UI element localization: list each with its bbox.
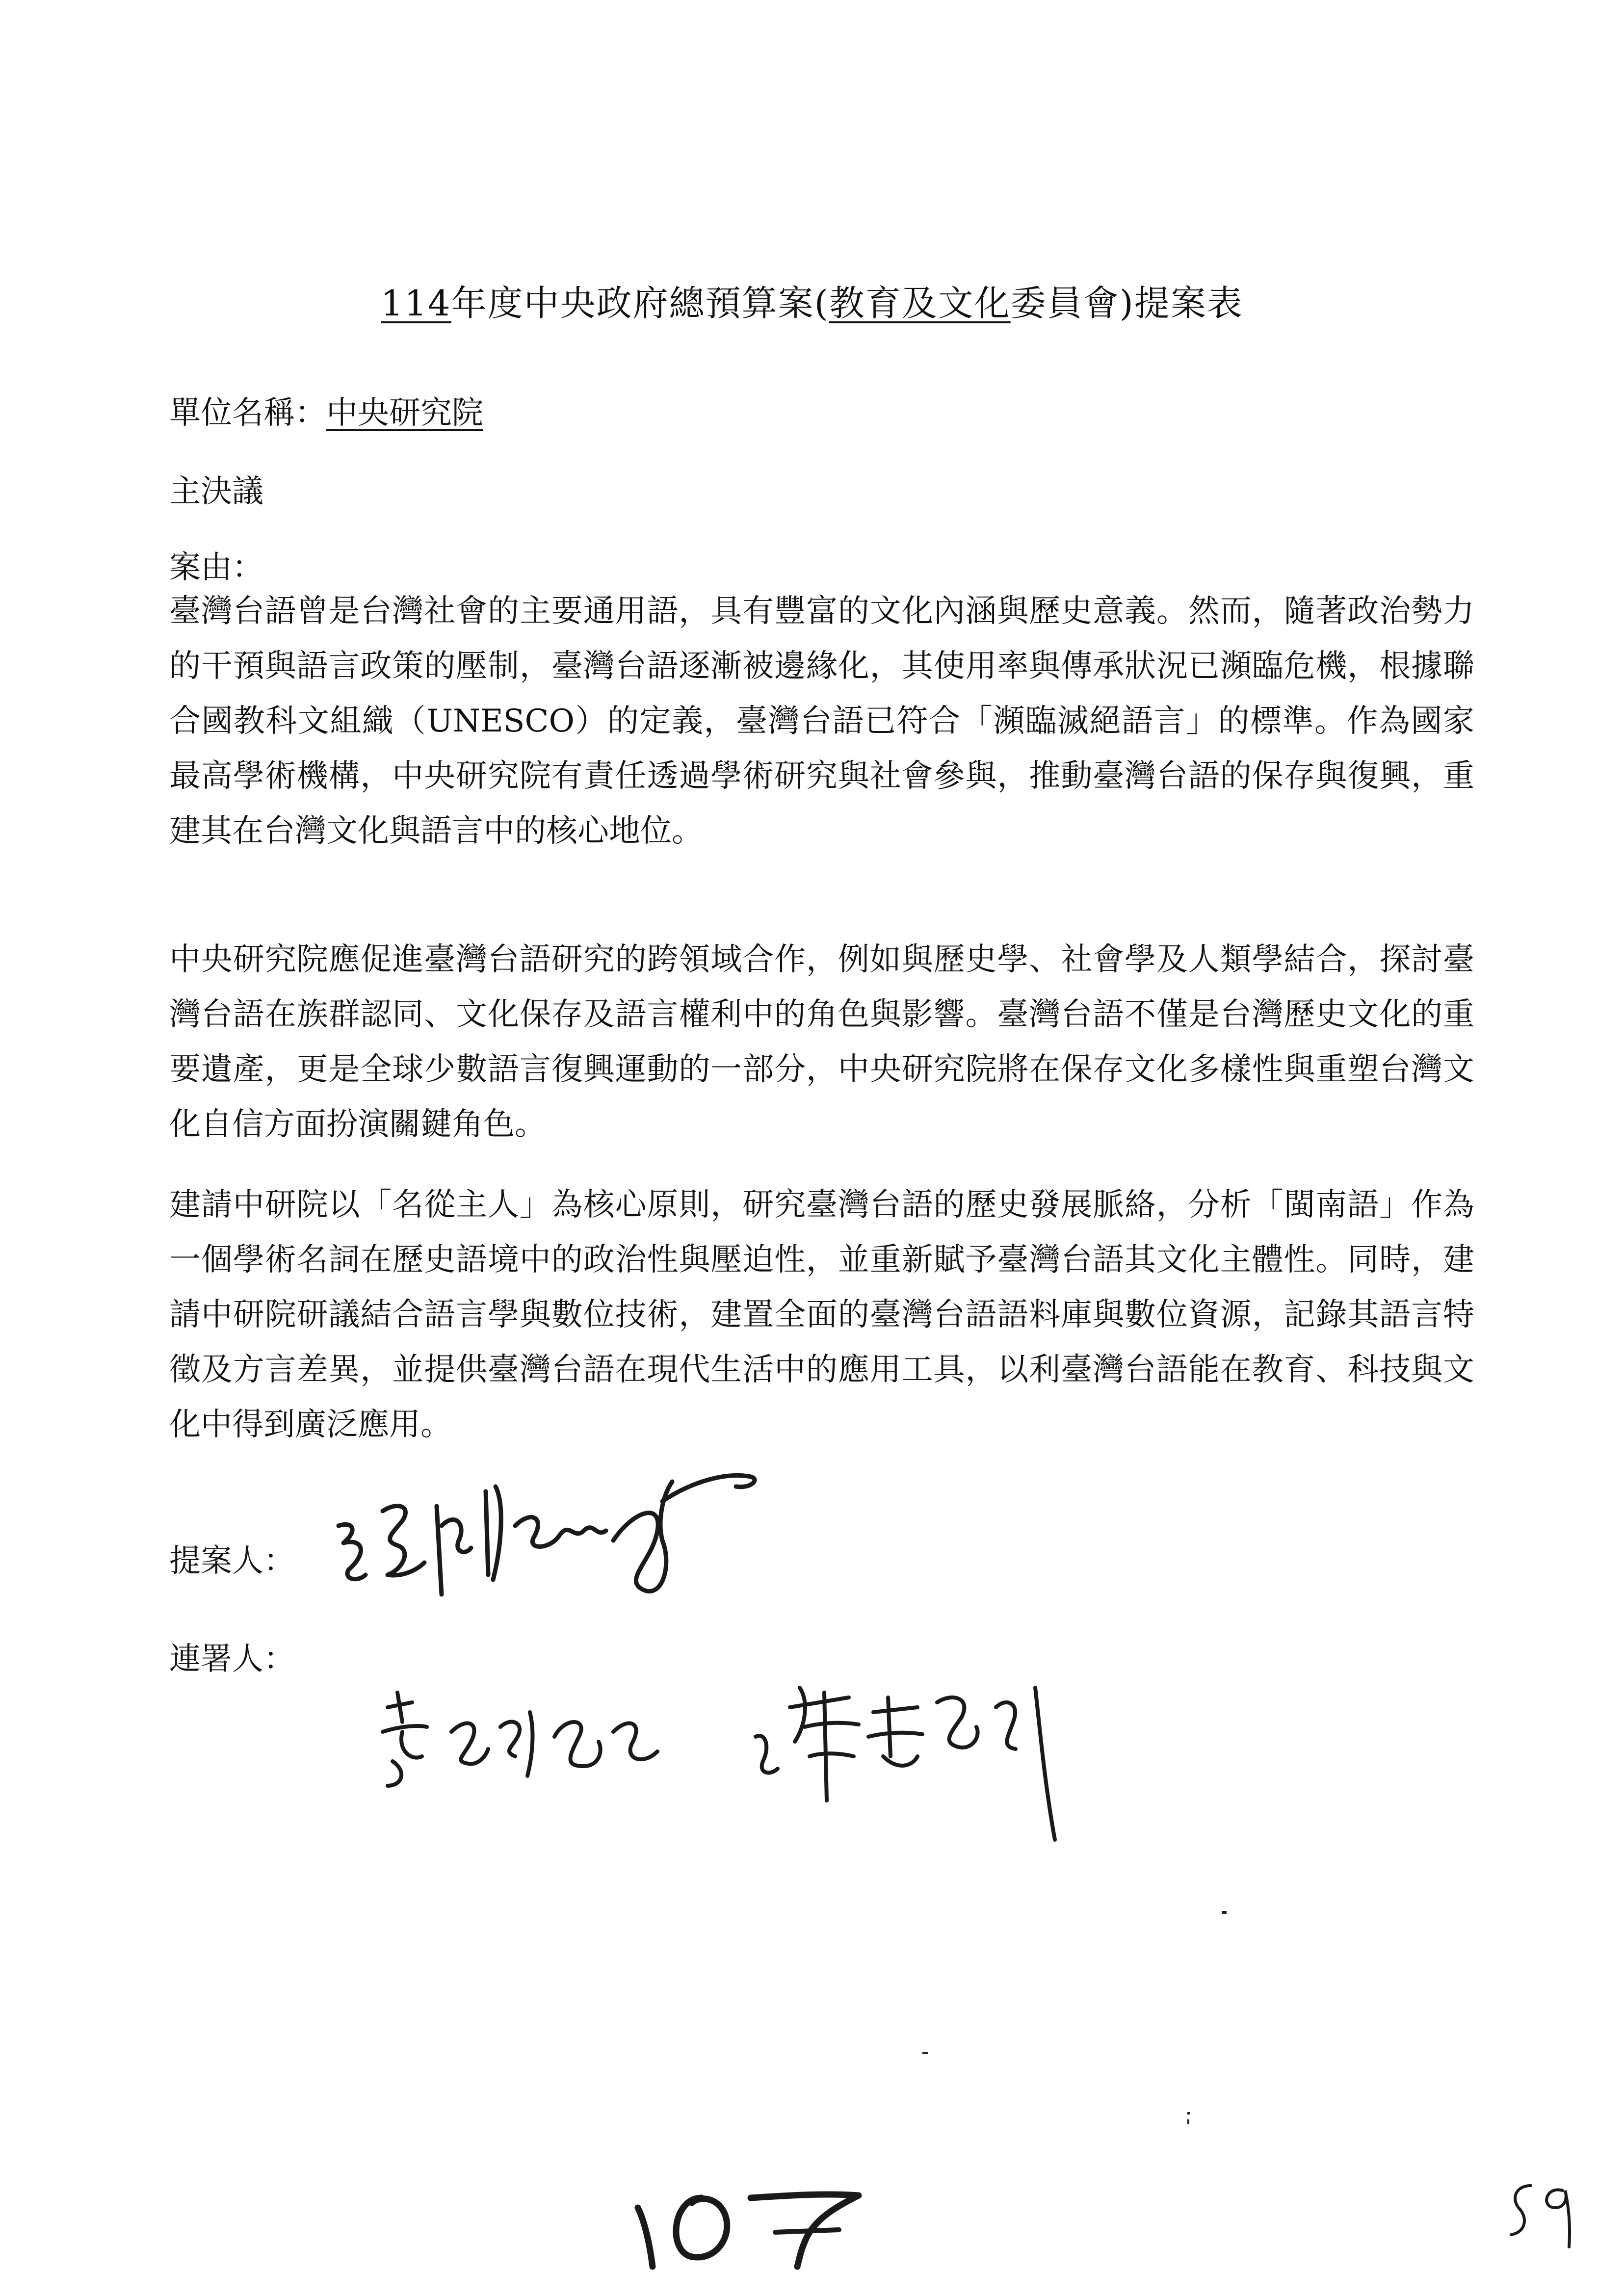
title-end: 委員會)提案表 [1010,283,1243,324]
handwritten-number-107 [628,2168,883,2276]
page-number-mark [1496,2173,1585,2252]
title-committee: 教育及文化 [829,283,1011,324]
speck-mark [1222,1911,1227,1914]
unit-row [169,388,483,433]
cosigner-signature-2 [741,1658,1094,1864]
cause-paragraph-3: 建請中研院以「名從主人」為核心原則，研究臺灣台語的歷史發展脈絡，分析「閩南語」作為一個學術名詞在歷史語境中的政治性與壓迫性，並重新賦予臺灣台語其文化主體性。同時，建請中研院研議結合語言學與數位技術，建置全面的臺灣台語語料庫與數位資源，記錄其語言特徵及方言差異，並提供臺灣台語在現代生活中的應用工具，以利臺灣台語能在教育、科技與文化中得到廣泛應用。 [169,1187,1474,1443]
document-title [0,275,1624,326]
cause-label: 案由： [169,549,263,586]
speck-mark [922,2052,928,2054]
resolution-label: 主決議 [169,473,263,510]
proposer-label: 提案人： [169,1543,295,1579]
title-middle: 年度中央政府總預算案( [451,283,829,324]
unit-label: 單位名稱： [169,395,326,431]
cosigner-signature-1 [368,1678,687,1800]
cause-paragraph-1: 臺灣台語曾是台灣社會的主要通用語，具有豐富的文化內涵與歷史意義。然而，隨著政治勢力的干預與語言政策的壓制，臺灣台語逐漸被邊緣化，其使用率與傳承狀況已瀕臨危機，根據聯合國教科文組織（UNESCO）的定義，臺灣台語已符合「瀕臨滅絕語言」的標準。作為國家最高學術機構，中央研究院有責任透過學術研究與社會參與，推動臺灣台語的保存與復興，重建其在台灣文化與語言中的核心地位。 [169,593,1474,849]
cause-paragraph-2: 中央研究院應促進臺灣台語研究的跨領域合作，例如與歷史學、社會學及人類學結合，探討臺灣台語在族群認同、文化保存及語言權利中的角色與影響。臺灣台語不僅是台灣歷史文化的重要遺產，更是全球少數語言復興運動的一部分，中央研究院將在保存文化多樣性與重塑台灣文化自信方面扮演關鍵角色。 [169,941,1474,1143]
cosigner-label: 連署人： [169,1641,295,1677]
speck-mark [1187,2119,1189,2124]
title-year: 114 [381,283,451,324]
speck-mark [1187,2112,1190,2114]
unit-value: 中央研究院 [326,395,483,431]
proposer-signature [319,1452,785,1614]
